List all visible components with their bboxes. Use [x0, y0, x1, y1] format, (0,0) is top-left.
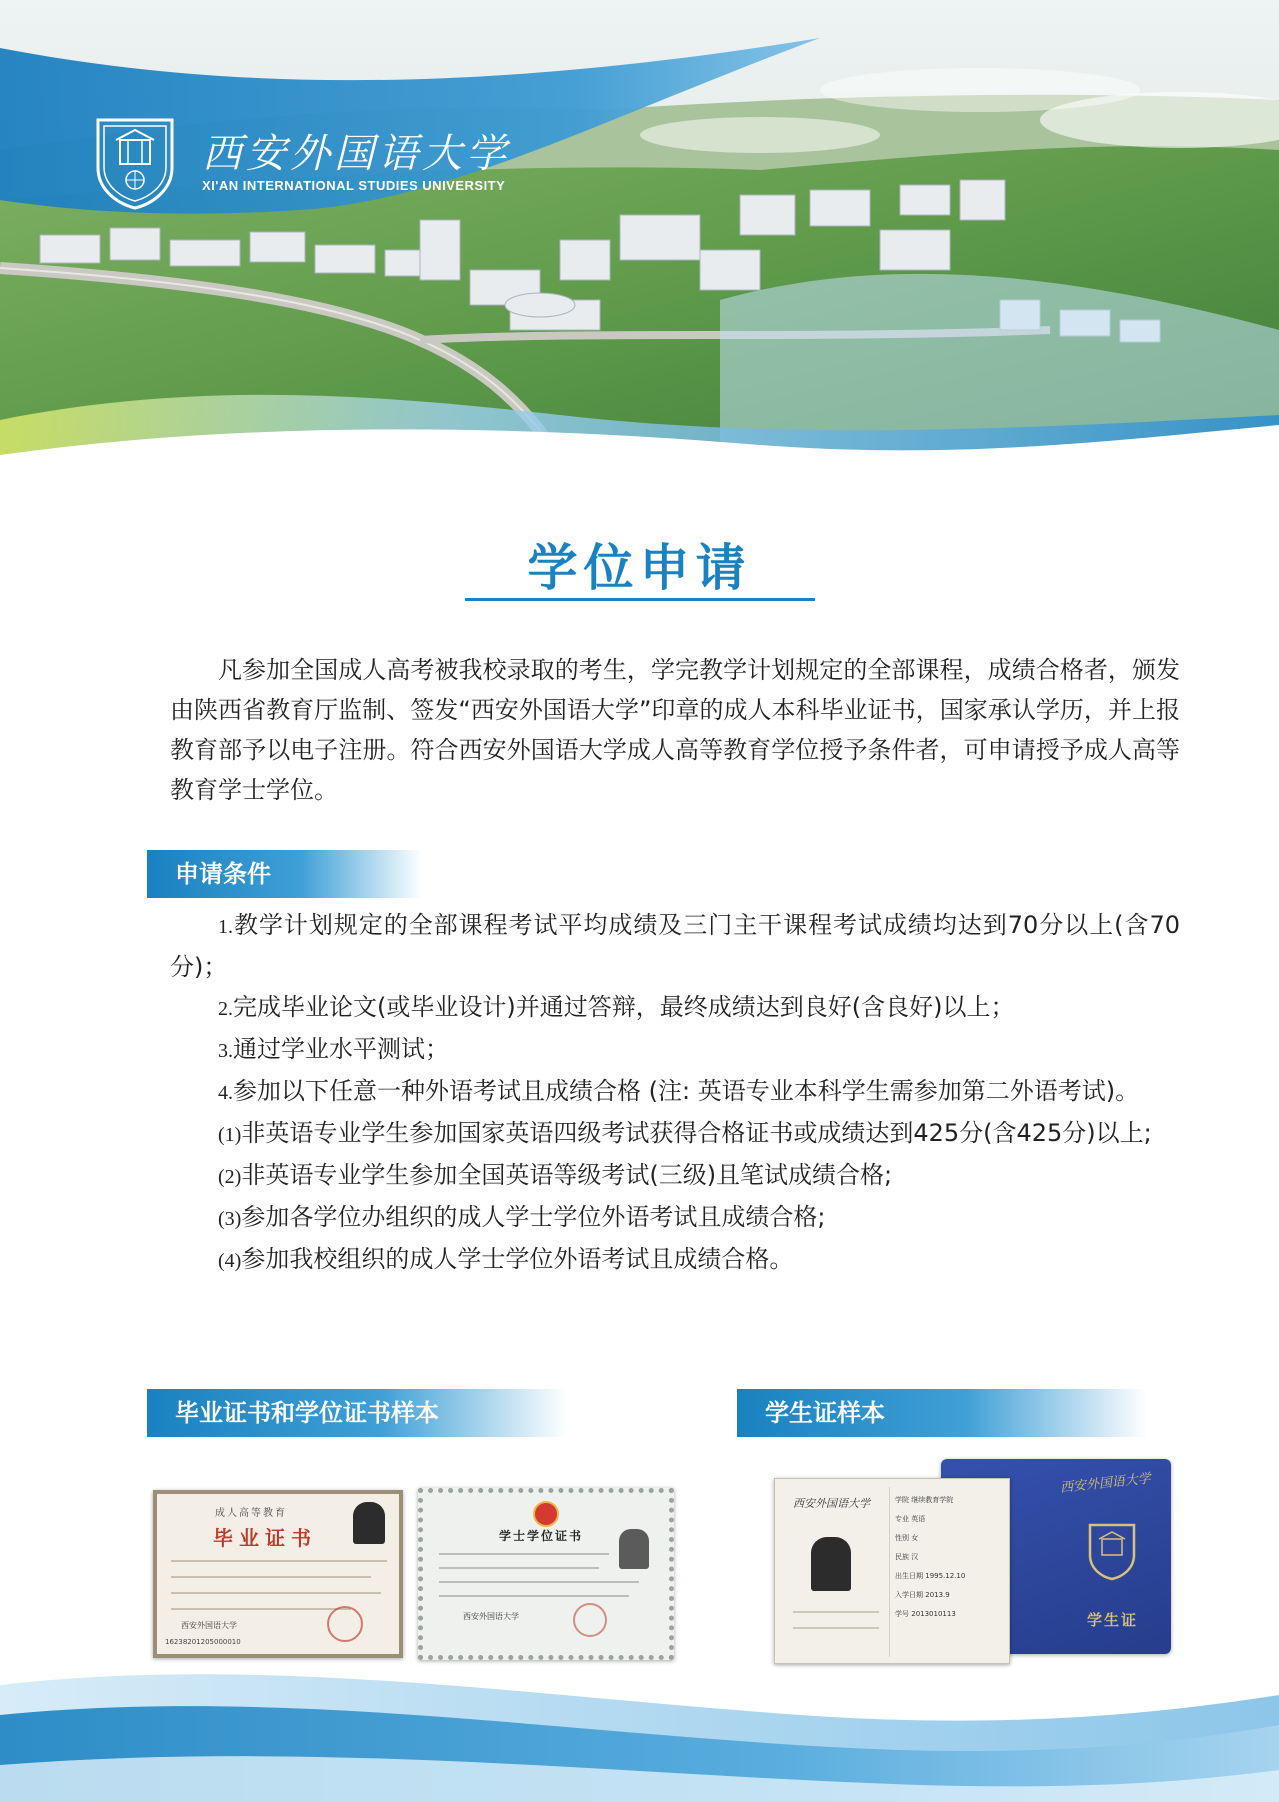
student-card-photo [811, 1537, 851, 1591]
student-card-text-line [793, 1627, 879, 1629]
grad-cert-text-line [171, 1576, 371, 1578]
requirement-number: 3. [218, 1040, 233, 1062]
degree-cert-photo [619, 1529, 649, 1569]
student-card-field [895, 1510, 1005, 1529]
university-name-zh: 西安外国语大学 [202, 131, 510, 177]
field-value: 汉 [911, 1553, 919, 1561]
student-card-cover-title: 西安外国语大学 [1059, 1471, 1152, 1496]
grad-cert-title: 毕业证书 [213, 1526, 317, 1550]
card-emblem-icon [1086, 1521, 1138, 1581]
field-label: 专业 [895, 1515, 909, 1523]
page-title: 学位申请 [527, 539, 752, 597]
student-card-field [895, 1605, 1005, 1624]
requirement-text: 教学计划规定的全部课程考试平均成绩及三门主干课程考试成绩均达到70分以上(含70分)； [170, 911, 1180, 981]
degree-cert-text-line [439, 1553, 609, 1555]
field-value: 1995.12.10 [925, 1572, 966, 1580]
requirement-number: (1) [218, 1124, 242, 1146]
requirement-item [170, 987, 1180, 1029]
student-card-field [895, 1567, 1005, 1586]
requirement-text: 非英语专业学生参加全国英语等级考试(三级)且笔试成绩合格; [241, 1161, 893, 1189]
degree-cert-text-line [439, 1595, 629, 1597]
requirement-item [170, 1113, 1180, 1155]
degree-cert-text-line [439, 1567, 599, 1569]
grad-cert-serial: 16238201205000010 [165, 1638, 241, 1646]
student-card-fields [895, 1491, 1005, 1624]
section-heading-certificates [147, 1389, 567, 1437]
requirement-text: 完成毕业论文(或毕业设计)并通过答辩，最终成绩达到良好(含良好)以上； [233, 993, 1015, 1021]
requirement-item [170, 1029, 1180, 1071]
footer-wave-graphic [0, 1655, 1279, 1802]
field-label: 出生日期 [895, 1572, 923, 1580]
requirement-number: 1. [218, 916, 233, 938]
grad-cert-seal [327, 1606, 363, 1642]
grad-cert-top-line: 成人高等教育 [215, 1508, 287, 1519]
field-label: 性别 [895, 1534, 909, 1542]
section-heading-requirements-label: 申请条件 [175, 860, 271, 888]
student-card-fold [889, 1487, 890, 1657]
requirement-text: 参加各学位办组织的成人学士学位外语考试且成绩合格; [241, 1203, 826, 1231]
student-card-field [895, 1491, 1005, 1510]
national-emblem-icon [533, 1501, 559, 1527]
footer-wave [0, 1655, 1279, 1802]
requirements-list [170, 905, 1180, 1281]
student-card-field [895, 1586, 1005, 1605]
field-value: 英语 [911, 1515, 926, 1523]
campus-aerial-illustration [0, 0, 1279, 460]
student-card-text-line [793, 1611, 879, 1613]
requirement-item [170, 1239, 1180, 1281]
section-heading-student-card [737, 1389, 1147, 1437]
grad-cert-issuer: 西安外国语大学 [181, 1621, 237, 1630]
campus-banner [0, 0, 1279, 460]
degree-cert-title: 学士学位证书 [499, 1529, 584, 1543]
field-value: 继续教育学院 [911, 1496, 954, 1504]
grad-cert-text-line [171, 1560, 387, 1562]
student-card-inner-header: 西安外国语大学 [793, 1497, 870, 1510]
requirement-text: 通过学业水平测试； [233, 1035, 449, 1063]
grad-cert-photo [353, 1502, 385, 1544]
degree-cert-seal [573, 1603, 607, 1637]
field-value: 女 [911, 1534, 919, 1542]
field-label: 民族 [895, 1553, 909, 1561]
field-value: 2013.9 [925, 1591, 950, 1599]
requirement-text: 参加以下任意一种外语考试且成绩合格 (注: 英语专业本科学生需参加第二外语考试)。 [233, 1077, 1140, 1105]
university-emblem-icon [92, 112, 178, 210]
section-heading-student-card-label: 学生证样本 [765, 1399, 885, 1427]
requirement-number: (2) [218, 1166, 242, 1188]
requirement-item [170, 1197, 1180, 1239]
section-heading-certificates-label: 毕业证书和学位证书样本 [175, 1399, 439, 1427]
degree-certificate-sample [418, 1488, 674, 1660]
graduation-certificate-sample [153, 1490, 403, 1658]
grad-cert-text-line [171, 1592, 381, 1594]
degree-cert-issuer: 西安外国语大学 [463, 1612, 519, 1621]
requirement-number: (4) [218, 1250, 242, 1272]
university-logo [92, 112, 512, 212]
section-heading-requirements [147, 850, 422, 898]
field-label: 学号 [895, 1610, 909, 1618]
requirement-text: 非英语专业学生参加国家英语四级考试获得合格证书或成绩达到425分(含425分)以上; [241, 1119, 1152, 1147]
requirement-number: 2. [218, 998, 233, 1020]
student-card-cover-label: 学生证 [1087, 1611, 1139, 1629]
requirement-number: 4. [218, 1082, 233, 1104]
requirement-number: (3) [218, 1208, 242, 1230]
grad-cert-text-line [171, 1608, 351, 1610]
requirement-item [170, 1071, 1180, 1113]
student-card-field [895, 1529, 1005, 1548]
degree-cert-text-line [439, 1581, 639, 1583]
intro-paragraph: 凡参加全国成人高考被我校录取的考生，学完教学计划规定的全部课程，成绩合格者，颁发由陕西省教育厅监制、签发“西安外国语大学”印章的成人本科毕业证书，国家承认学历，并上报教育部予以电子注册。符合西安外国语大学成人高等教育学位授予条件者，可申请授予成人高等教育学士学位。 [170, 656, 1180, 804]
field-value: 2013010113 [911, 1610, 956, 1618]
requirement-text: 参加我校组织的成人学士学位外语考试且成绩合格。 [241, 1245, 794, 1273]
student-card-inner [774, 1478, 1010, 1664]
field-label: 入学日期 [895, 1591, 923, 1599]
student-card-field [895, 1548, 1005, 1567]
requirement-item [170, 1155, 1180, 1197]
field-label: 学院 [895, 1496, 909, 1504]
university-name-en: XI'AN INTERNATIONAL STUDIES UNIVERSITY [202, 178, 506, 193]
title-underline [465, 598, 815, 601]
requirement-item [170, 905, 1180, 987]
